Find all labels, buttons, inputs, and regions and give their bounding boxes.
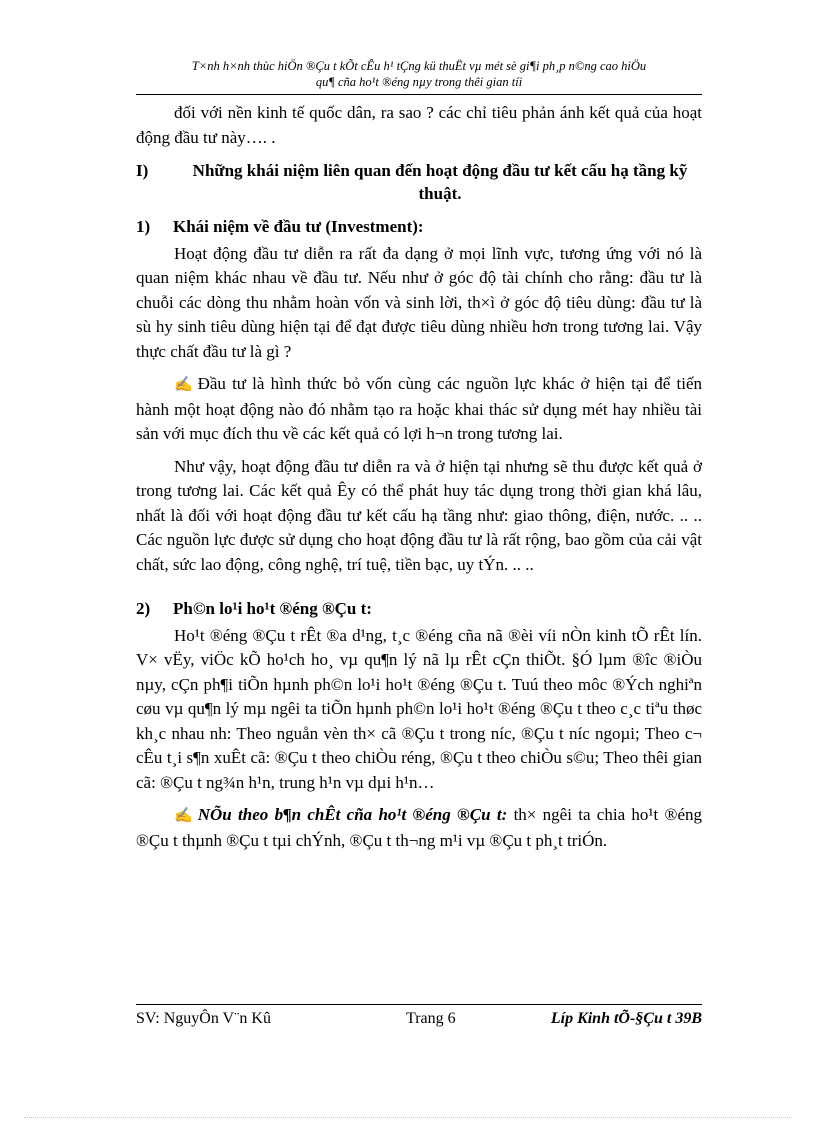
header-line-2: qu¶ cña ho¹t ®éng nµy trong thêi gian tíi [315, 75, 523, 89]
subsection-number: 2) [136, 599, 151, 618]
paragraph-3: Như vậy, hoạt động đầu tư diễn ra và ở hiện tại nhưng sẽ thu được kết quả ở trong tương lai. Các kết quả Êy có thể phát huy tác dụng trong thời gian khá lâu, nhất là đối với hoạt động đầu tư kết cấu hạ tầng như: giao thông, điện, nước. .. .. Các nguồn lực được sử dụng cho hoạt động đầu tư là rất rộng, bao gồm của cải vật chất, sức lao động, công nghệ, trí tuệ, tiền bạc, uy tÝn. .. .. [136, 456, 702, 574]
paragraph-1: Hoạt động đầu tư diễn ra rất đa dạng ở mọi lĩnh vực, tương ứng với nó là quan niệm khác nhau về đầu tư. Nếu như ở góc độ tài chính cho rằng: đầu tư là chuỗi các dòng thu nhằm hoàn vốn và sinh lời, th×ì ở góc độ tiêu dùng: đầu tư là sù hy sinh tiêu dùng hiện tại để đạt được tiêu dùng nhiều hơn trong tương lai. Vậy thực chất đầu tư là gì ? [136, 243, 702, 361]
paragraph-4: Ho¹t ®éng ®Çu t rÊt ®a d¹ng, t¸c ®éng cña nã ®èi víi nÒn kinh tÕ rÊt lín. V× vËy, viÖc kÕ ho¹ch ho¸ vµ qu¶n lý nã lµ rÊt cÇn thiÕt. §Ó lµm ®îc ®iÒu nµy, cÇn ph¶i tiÕn hµnh ph©n lo¹i ho¹t ®éng ®Çu t. Tuú theo môc ®Ých nghiªn cøu vµ qu¶n lý mµ ngêi ta tiÕn hµnh ph©n lo¹i ho¹t ®éng ®Çu t theo c¸c tiªu thøc kh¸c nhau nh: Theo nguån vèn th× cã ®Çu t trong níc, ®Çu t níc ngoµi; Theo c¬ cÊu t¸i s¶n xuÊt cã: ®Çu t theo chiÒu réng, ®Çu t theo chiÒu s©u; Theo thêi gian cã: ®Çu t ng¾n h¹n, trung h¹n vµ dµi h¹n… [136, 625, 702, 792]
paragraph-2 [136, 372, 702, 447]
document-body [136, 101, 702, 853]
header-divider [136, 94, 702, 95]
running-footer [136, 1009, 702, 1029]
paragraph-5-text: th× ngêi ta chia ho¹t ®éng ®Çu t thµnh ®Çu t tµi chÝnh, ®Çu t th¬ng m¹i vµ ®Çu t ph¸t triÓn. [136, 805, 703, 850]
footer-class: Líp Kinh tÕ-§Çu t 39B [550, 1010, 702, 1027]
running-header [136, 58, 702, 90]
writing-hand-icon: ✍ [174, 377, 195, 393]
subsection-number: 1) [136, 217, 151, 236]
paragraph-5 [136, 803, 702, 853]
subsection-heading-1 [136, 215, 702, 240]
footer-student: SV: NguyÔn V¨n Kû [136, 1010, 271, 1027]
subsection-title: Ph©n lo¹i ho¹t ®éng ®Çu t: [173, 599, 372, 618]
section-title: Những khái niệm liên quan đến hoạt động đầu tư kết cấu hạ tầng kỹ thuật. [192, 161, 688, 203]
writing-hand-icon: ✍ [174, 808, 195, 824]
paragraph-2-text: Đầu tư là hình thức bỏ vốn cùng các nguồn lực khác ở hiện tại để tiến hành một hoạt động nào đó nhằm tạo ra hoặc khai thác sử dụng mét hay nhiều tài sản với mục đích thu về các kết quả có lợi h¬n trong tương lai. [136, 374, 702, 443]
subsection-title: Khái niệm về đầu tư (Investment): [173, 217, 424, 236]
intro-paragraph: đối với nền kinh tế quốc dân, ra sao ? các chỉ tiêu phản ánh kết quả của hoạt động đầu tư này…. . [136, 103, 702, 147]
paragraph-5-lead: NÕu theo b¶n chÊt cña ho¹t ®éng ®Çu t: [197, 805, 508, 824]
header-line-1: T×nh h×nh thùc hiÖn ®Çu t kÕt cÊu h¹ tÇng kü thuËt vµ mét sè gi¶i ph¸p n©ng cao hiÖu [191, 59, 647, 73]
page-bottom-border [24, 1117, 792, 1118]
footer-page-number: Trang 6 [406, 1010, 456, 1027]
section-heading [136, 159, 702, 205]
footer-divider [136, 1004, 702, 1005]
subsection-heading-2 [136, 597, 702, 622]
section-number: I) [136, 161, 149, 180]
